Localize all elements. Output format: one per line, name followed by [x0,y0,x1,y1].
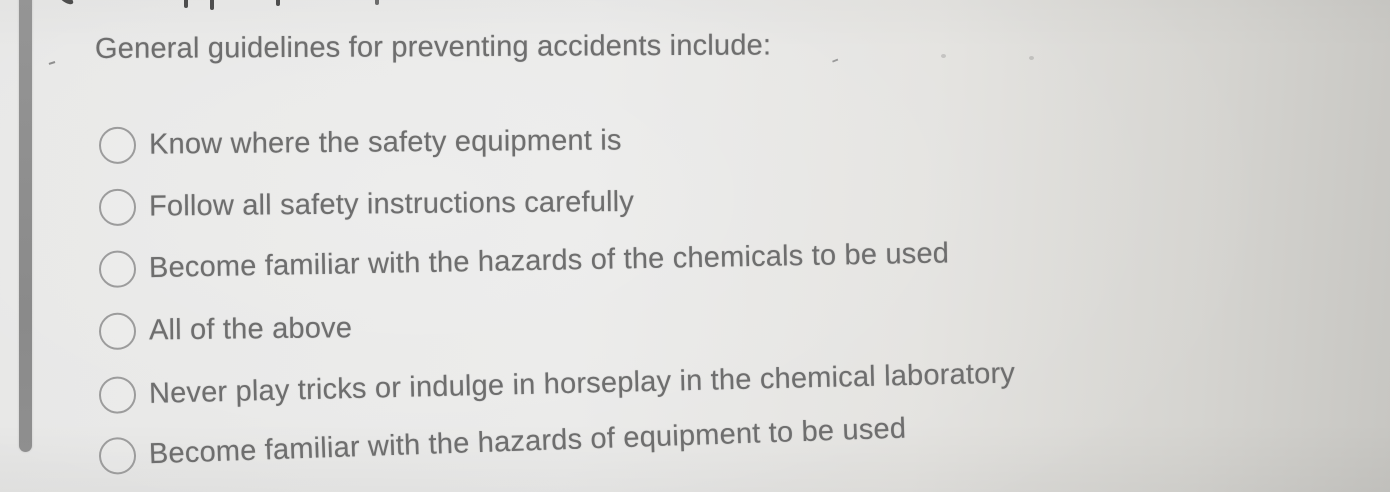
option-label: Follow all safety instructions carefully [148,185,635,223]
cutoff-text-artifact [59,0,75,6]
smudge-mark [1029,56,1034,60]
stray-dash-mark: - [826,45,844,74]
cutoff-text-artifact [184,0,188,8]
radio-button[interactable] [99,188,136,225]
answer-option-3[interactable] [99,232,950,290]
answer-option-6[interactable] [98,408,907,477]
radio-button[interactable] [99,376,137,414]
answer-option-4[interactable] [99,307,353,352]
question-bullet: - [42,45,61,77]
cutoff-text-artifact [276,0,280,6]
answer-option-5[interactable] [99,352,1016,416]
smudge-mark [941,54,946,58]
answer-option-1[interactable] [99,119,622,166]
cutoff-text-artifact [210,0,214,10]
radio-button[interactable] [98,436,136,474]
answer-option-2[interactable] [99,181,634,228]
radio-button[interactable] [99,312,136,349]
radio-button[interactable] [99,126,136,163]
scrollbar-thumb[interactable] [19,0,32,452]
option-label: Know where the safety equipment is [148,123,622,161]
radio-button[interactable] [99,250,137,288]
option-label: Never play tricks or indulge in horseplay in the chemical laboratory [148,356,1016,410]
option-label: Become familiar with the hazards of equipment to be used [148,412,907,470]
cutoff-text-artifact [375,0,379,5]
option-label: Become familiar with the hazards of the chemicals to be used [148,236,950,284]
question-title: General guidelines for preventing accidents include: [94,29,772,65]
option-label: All of the above [148,311,353,346]
